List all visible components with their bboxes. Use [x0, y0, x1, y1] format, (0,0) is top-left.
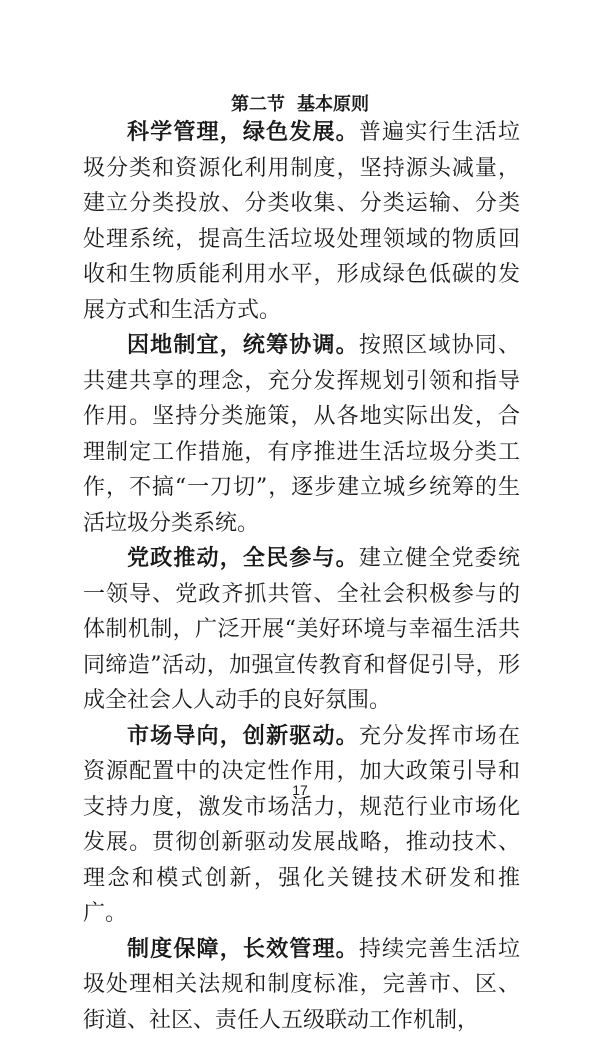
paragraph-text: 持续完善生活垃圾处理相关法规和制度标准，完善市、区、街道、社区、责任人五级联动工作机制， [83, 937, 520, 1033]
paragraph-lead: 市场导向，创新驱动。 [127, 723, 359, 749]
paragraph-text: 建立健全党委统一领导、党政齐抓共管、全社会积极参与的体制机制，广泛开展“美好环境与幸福生活共同缔造”活动，加强宣传教育和督促引导，形成全社会人人动手的良好氛围。 [83, 546, 520, 713]
paragraph-text: 按照区域协同、共建共享的理念，充分发挥规划引领和指导作用。坚持分类施策，从各地实际出发，合理制定工作措施，有序推进生活垃圾分类工作，不搞“一刀切”，逐步建立城乡统筹的生活垃圾分类系统。 [83, 333, 520, 536]
paragraph-lead: 制度保障，长效管理。 [127, 936, 359, 962]
section-number: 第二节 [231, 94, 285, 115]
section-title: 基本原则 [297, 94, 369, 115]
paragraph-principle-5 [83, 932, 520, 1038]
paragraph-lead: 科学管理，绿色发展。 [127, 119, 359, 145]
paragraph-lead: 因地制宜，统筹协调。 [127, 332, 359, 358]
page-number: 17 [0, 782, 600, 798]
paragraph-principle-2 [83, 328, 520, 541]
paragraph-text: 充分发挥市场在资源配置中的决定性作用，加大政策引导和支持力度，激发市场活力，规范行业市场化发展。贯彻创新驱动发展战略，推动技术、理念和模式创新，强化关键技术研发和推广。 [83, 724, 520, 927]
document-body [83, 115, 520, 1038]
paragraph-principle-4 [83, 719, 520, 932]
paragraph-principle-3 [83, 541, 520, 719]
paragraph-principle-1 [83, 115, 520, 328]
paragraph-lead: 党政推动，全民参与。 [127, 545, 359, 571]
paragraph-text: 普遍实行生活垃圾分类和资源化利用制度，坚持源头减量，建立分类投放、分类收集、分类运输、分类处理系统，提高生活垃圾处理领域的物质回收和生物质能利用水平，形成绿色低碳的发展方式和生活方式。 [83, 120, 520, 323]
